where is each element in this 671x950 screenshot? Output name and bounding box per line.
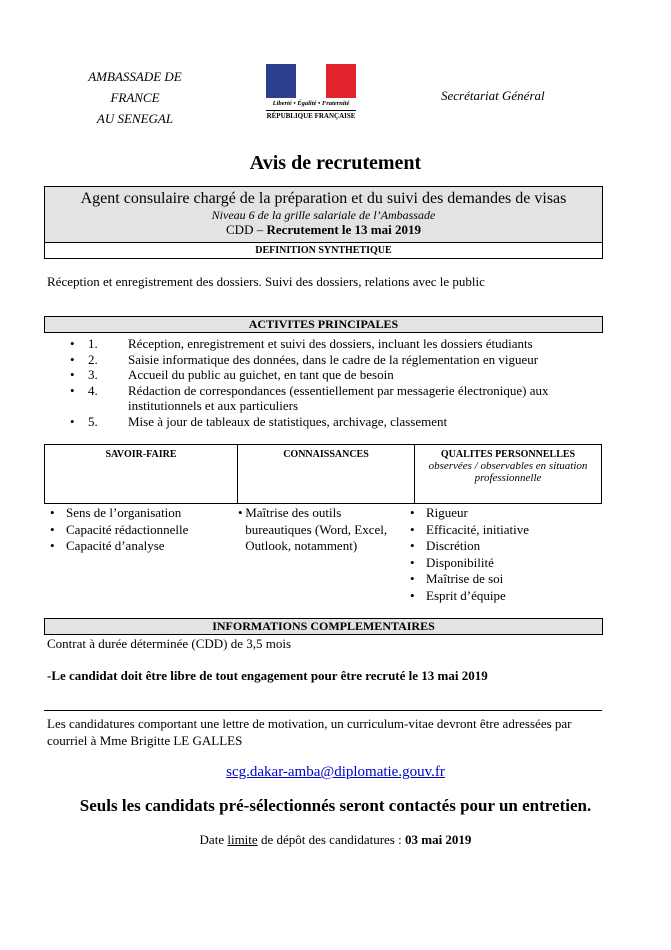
page-title: Avis de recrutement (249, 152, 422, 174)
savoir-faire-list (50, 505, 230, 555)
logo-motto: Liberté • Égalité • Fraternité (272, 100, 350, 107)
embassy-line: FRANCE (110, 90, 160, 105)
qualites-list (410, 505, 600, 604)
col-qualites: QUALITES PERSONNELLES observées / observables en situation professionnelle (415, 445, 602, 504)
contract-text: Contrat à durée déterminée (CDD) de 3,5 mois (47, 636, 292, 651)
col-savoir-faire: SAVOIR-FAIRE (45, 445, 238, 504)
application-text: Les candidatures comportant une lettre de motivation, un curriculum-vitae devront être adressées par courriel à Mme Brigitte LE GALLES (47, 716, 572, 748)
list-item: • 3. Accueil du public au guichet, en tant que de besoin (70, 367, 394, 382)
job-contract: CDD – Recrutement le 13 mai 2019 (226, 222, 421, 237)
deadline-text: Date limite de dépôt des candidatures : 03 mai 2019 (199, 832, 472, 847)
flag-icon (266, 64, 356, 98)
republique-francaise-logo (266, 64, 358, 124)
job-level: Niveau 6 de la grille salariale de l’Ambassade (211, 208, 436, 222)
embassy-line: AMBASSADE DE (88, 69, 182, 84)
list-item: • Maîtrise des outils bureautiques (Word, Excel, Outlook, notamment) (238, 505, 388, 553)
activities-heading: ACTIVITES PRINCIPALES (44, 316, 603, 333)
notice-text: Seuls les candidats pré-sélectionnés seront contactés pour un entretien. (79, 796, 592, 815)
list-item: • Capacité d’analyse (50, 538, 165, 553)
list-item: • Discrétion (410, 538, 481, 553)
list-item: • Efficacité, initiative (410, 521, 529, 537)
embassy-name (70, 66, 200, 129)
definition-text: Réception et enregistrement des dossiers. Suivi des dossiers, relations avec le public (47, 274, 485, 289)
divider (44, 710, 602, 711)
connaissances-list (238, 505, 388, 555)
embassy-line: AU SENEGAL (96, 111, 174, 126)
info-heading: INFORMATIONS COMPLEMENTAIRES (44, 618, 603, 635)
skills-table (44, 444, 602, 504)
list-item: • 2. Saisie informatique des données, dans le cadre de la réglementation en vigueur (70, 351, 539, 367)
availability-text: -Le candidat doit être libre de tout engagement pour être recruté le 13 mai 2019 (47, 668, 488, 683)
col-qualites-subtitle: observées / observables en situation professionnelle (428, 460, 588, 484)
activities-list (70, 336, 610, 429)
email-link[interactable]: scg.dakar-amba@diplomatie.gouv.fr (226, 764, 445, 780)
list-item: • 4. Rédaction de correspondances (essentiellement par messagerie électronique) aux institutionnels et aux particuliers (70, 382, 549, 413)
logo-republic: RÉPUBLIQUE FRANÇAISE (266, 112, 356, 120)
col-connaissances: CONNAISSANCES (238, 445, 415, 504)
list-item: • Rigueur (410, 505, 468, 520)
job-title-box (44, 186, 603, 243)
list-item: • 1. Réception, enregistrement et suivi des dossiers, incluant les dossiers étudiants (70, 336, 533, 351)
list-item: • Maîtrise de soi (410, 571, 504, 586)
definition-heading: DEFINITION SYNTHETIQUE (44, 242, 603, 259)
job-title: Agent consulaire chargé de la préparation et du suivi des demandes de visas (80, 190, 567, 207)
list-item: • Sens de l’organisation (50, 505, 182, 520)
list-item: • 5. Mise à jour de tableaux de statistiques, archivage, classement (70, 413, 448, 429)
list-item: • Esprit d’équipe (410, 587, 506, 603)
list-item: • Disponibilité (410, 554, 494, 570)
secretariat-label: Secrétariat Général (441, 88, 545, 103)
email-container (0, 763, 671, 781)
list-item: • Capacité rédactionnelle (50, 521, 189, 537)
